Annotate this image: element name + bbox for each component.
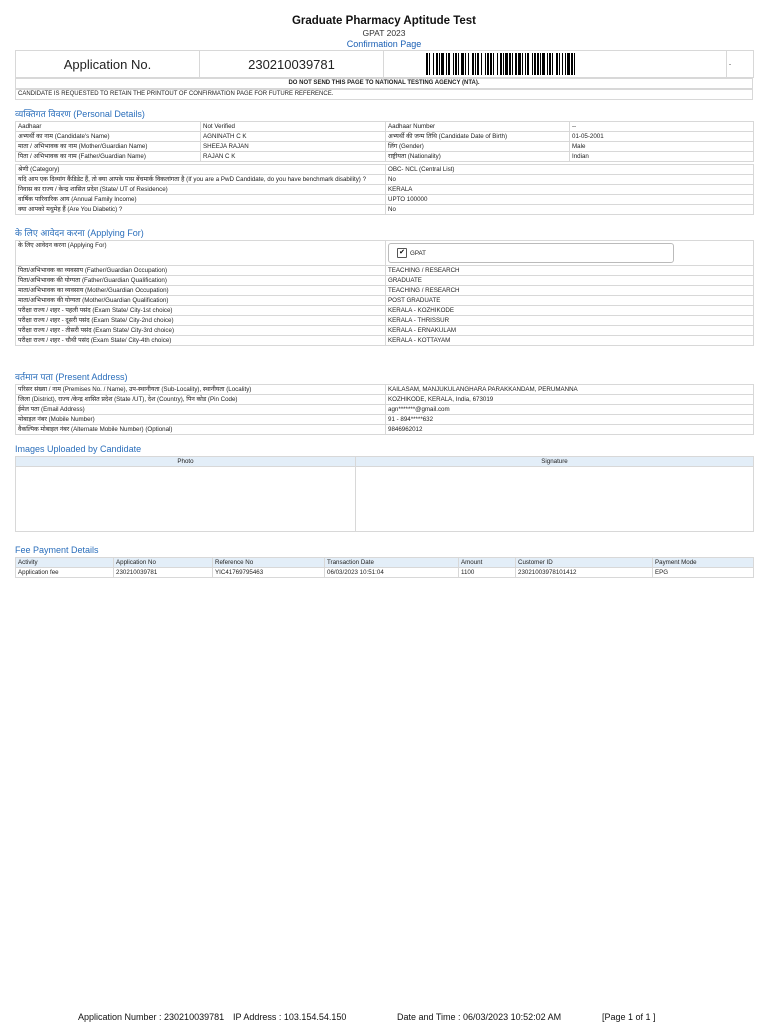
notice-row xyxy=(15,78,753,89)
fee-transaction-date: 06/03/2023 10:51:04 xyxy=(325,568,459,578)
present-address-heading: वर्तमान पता (Present Address) xyxy=(15,372,128,382)
col-amount: Amount xyxy=(459,558,516,568)
table-row xyxy=(16,175,754,185)
exam-city-1-label: परीक्षा राज्य / शहर - पहली पसंद (Exam State/ City-1st choice) xyxy=(16,306,386,316)
candidate-name-value: AGNINATH C K xyxy=(201,132,386,142)
signature-cell xyxy=(356,467,754,532)
mother-qualification-label: माता/अभिभावक की योग्यता (Mother/Guardian Qualification) xyxy=(16,296,386,306)
footer-datetime: Date and Time : 06/03/2023 10:52:02 AM xyxy=(397,1012,562,1022)
photo-header: Photo xyxy=(16,457,356,467)
father-occupation-value: TEACHING / RESEARCH xyxy=(386,266,754,276)
page-name: Confirmation Page xyxy=(346,39,422,49)
state-value: KERALA xyxy=(386,185,754,195)
diabetic-label: क्या आपको मधुमेह हैं (Are You Diabetic) ? xyxy=(16,205,386,215)
applying-for-table xyxy=(15,240,754,346)
exam-city-2-label: परीक्षा राज्य / शहर - दूसरी पसंद (Exam State/ City-2nd choice) xyxy=(16,316,386,326)
photo-cell xyxy=(16,467,356,532)
nationality-label: राष्ट्रीयता (Nationality) xyxy=(386,152,570,162)
exam-title: Graduate Pharmacy Aptitude Test xyxy=(291,15,477,27)
barcode-image xyxy=(426,53,684,75)
mother-occupation-label: माता/अभिभावक का व्यवसाय (Mother/Guardian Occupation) xyxy=(16,286,386,296)
gender-label: लिंग (Gender) xyxy=(386,142,570,152)
application-number: 230210039781 xyxy=(200,51,384,78)
table-row xyxy=(16,142,754,152)
mobile-value: 91 - 894*****632 xyxy=(386,415,754,425)
email-value: agn*******@gmail.com xyxy=(386,405,754,415)
col-application-no: Application No xyxy=(114,558,213,568)
table-row xyxy=(16,276,754,286)
col-reference-no: Reference No xyxy=(213,558,325,568)
nationality-value: Indian xyxy=(570,152,754,162)
alt-mobile-label: वैकल्पिक मोबाइल नंबर (Alternate Mobile Number) (Optional) xyxy=(16,425,386,435)
fee-customer-id: 23021003978101412 xyxy=(516,568,653,578)
district-label: जिला (District), राज्य /केन्द्र शासित प्रदेश (State /UT), देश (Country), पिन कोड (Pin Code) xyxy=(16,395,386,405)
premises-value: KAILASAM, MANJUKULANGHARA PARAKKANDAM, PERUMANNA xyxy=(386,385,754,395)
checkbox-checked-icon[interactable]: ✔ xyxy=(397,248,407,258)
col-payment-mode: Payment Mode xyxy=(653,558,754,568)
state-label: निवास का राज्य / केन्द्र शासित प्रदेश (State/ UT of Residence) xyxy=(16,185,386,195)
district-value: KOZHIKODE, KERALA, India, 673019 xyxy=(386,395,754,405)
fee-table xyxy=(15,557,754,578)
col-transaction-date: Transaction Date xyxy=(325,558,459,568)
father-name-label: पिता / अभिभावक का नाम (Father/Guardian Name) xyxy=(16,152,201,162)
diabetic-value: No xyxy=(386,205,754,215)
table-row xyxy=(16,266,754,276)
footer-page-number: [Page 1 of 1 ] xyxy=(602,1012,656,1022)
table-row xyxy=(16,425,754,435)
table-row xyxy=(16,415,754,425)
images-table xyxy=(15,456,754,532)
personal-details-table-2 xyxy=(15,164,754,215)
fee-heading: Fee Payment Details xyxy=(15,545,99,555)
father-occupation-label: पिता/अभिभावक का व्यवसाय (Father/Guardian Occupation) xyxy=(16,266,386,276)
mother-occupation-value: TEACHING / RESEARCH xyxy=(386,286,754,296)
mother-qualification-value: POST GRADUATE xyxy=(386,296,754,306)
premises-label: परिसर संख्या / नाम (Premises No. / Name), उप-स्थानीयता (Sub-Locality), स्थानीयता (Locality) xyxy=(16,385,386,395)
aadhaar-number-label: Aadhaar Number xyxy=(386,122,570,132)
page-header xyxy=(15,14,753,50)
present-address-table xyxy=(15,384,754,435)
mother-name-value: SHEEJA RAJAN xyxy=(201,142,386,152)
category-value: OBC- NCL (Central List) xyxy=(386,165,754,175)
barcode-cell xyxy=(384,51,727,78)
table-row xyxy=(16,385,754,395)
application-label: Application No. xyxy=(16,51,200,78)
fee-header-row xyxy=(16,558,754,568)
table-row xyxy=(16,395,754,405)
exam-city-4-value: KERALA - KOTTAYAM xyxy=(386,336,754,346)
candidate-name-label: अभ्यर्थी का नाम (Candidate's Name) xyxy=(16,132,201,142)
aadhaar-number-value: -- xyxy=(570,122,754,132)
table-row xyxy=(16,241,754,266)
dob-value: 01-05-2001 xyxy=(570,132,754,142)
table-row xyxy=(16,296,754,306)
table-row xyxy=(16,152,754,162)
personal-details-heading: व्यक्तिगत विवरण (Personal Details) xyxy=(15,109,145,119)
gpat-option[interactable] xyxy=(388,243,674,263)
email-label: ईमेल पता (Email Address) xyxy=(16,405,386,415)
pwd-label: यदि आप एक दिव्यांग कैंडिडेट हैं, तो क्या आपके पास बेंचमार्क विकलांगता है (If you are a PwD Candidate, do you have benchmark disability) ? xyxy=(16,175,386,185)
exam-city-3-label: परीक्षा राज्य / शहर - तीसरी पसंद (Exam State/ City-3rd choice) xyxy=(16,326,386,336)
table-row xyxy=(16,306,754,316)
retain-note: CANDIDATE IS REQUESTED TO RETAIN THE PRINTOUT OF CONFIRMATION PAGE FOR FUTURE REFERENCE. xyxy=(16,90,753,100)
footer-application-number: Application Number : 230210039781 xyxy=(78,1012,225,1022)
table-row xyxy=(16,286,754,296)
fee-payment-mode: EPG xyxy=(653,568,754,578)
table-row xyxy=(16,132,754,142)
fee-activity: Application fee xyxy=(16,568,114,578)
table-row xyxy=(16,122,754,132)
col-activity: Activity xyxy=(16,558,114,568)
father-name-value: RAJAN C K xyxy=(201,152,386,162)
images-heading: Images Uploaded by Candidate xyxy=(15,444,142,454)
do-not-send-notice: DO NOT SEND THIS PAGE TO NATIONAL TESTING AGENCY (NTA). xyxy=(16,79,753,89)
gender-value: Male xyxy=(570,142,754,152)
table-row xyxy=(16,405,754,415)
table-row xyxy=(16,195,754,205)
mother-name-label: माता / अभिभावक का नाम (Mother/Guardian Name) xyxy=(16,142,201,152)
footer-ip-address: IP Address : 103.154.54.150 xyxy=(233,1012,347,1022)
income-label: वार्षिक पारिवारिक आय (Annual Family Income) xyxy=(16,195,386,205)
retain-row xyxy=(15,89,753,100)
mobile-label: मोबाइल नंबर (Mobile Number) xyxy=(16,415,386,425)
alt-mobile-value: 9846962012 xyxy=(386,425,754,435)
application-dash: - xyxy=(727,51,754,78)
income-value: UPTO 100000 xyxy=(386,195,754,205)
father-qualification-value: GRADUATE xyxy=(386,276,754,286)
gpat-option-label: GPAT xyxy=(410,249,426,257)
exam-city-2-value: KERALA - THRISSUR xyxy=(386,316,754,326)
table-row xyxy=(16,336,754,346)
category-label: श्रेणी (Category) xyxy=(16,165,386,175)
applying-for-heading: के लिए आवेदन करना (Applying For) xyxy=(15,228,144,238)
table-row xyxy=(16,326,754,336)
applying-for-label: के लिए आवेदन करना (Applying For) xyxy=(16,241,386,266)
table-row xyxy=(16,165,754,175)
fee-amount: 1100 xyxy=(459,568,516,578)
fee-application-no: 230210039781 xyxy=(114,568,213,578)
exam-city-3-value: KERALA - ERNAKULAM xyxy=(386,326,754,336)
personal-details-table xyxy=(15,121,754,162)
application-bar xyxy=(15,50,754,78)
table-row xyxy=(16,185,754,195)
col-customer-id: Customer ID xyxy=(516,558,653,568)
pwd-value: No xyxy=(386,175,754,185)
applying-for-options xyxy=(386,241,754,266)
table-row xyxy=(16,568,754,578)
aadhaar-value: Not Verified xyxy=(201,122,386,132)
exam-city-4-label: परीक्षा राज्य / शहर - चौथी पसंद (Exam State/ City-4th choice) xyxy=(16,336,386,346)
dob-label: अभ्यर्थी की जन्म तिथि (Candidate Date of Birth) xyxy=(386,132,570,142)
aadhaar-label: Aadhaar xyxy=(16,122,201,132)
father-qualification-label: पिता/अभिभावक की योग्यता (Father/Guardian Qualification) xyxy=(16,276,386,286)
table-row xyxy=(16,316,754,326)
table-row xyxy=(16,205,754,215)
fee-reference-no: YIC41769795463 xyxy=(213,568,325,578)
signature-header: Signature xyxy=(356,457,754,467)
confirmation-page xyxy=(15,14,753,578)
exam-city-1-value: KERALA - KOZHIKODE xyxy=(386,306,754,316)
exam-subtitle: GPAT 2023 xyxy=(362,28,406,38)
